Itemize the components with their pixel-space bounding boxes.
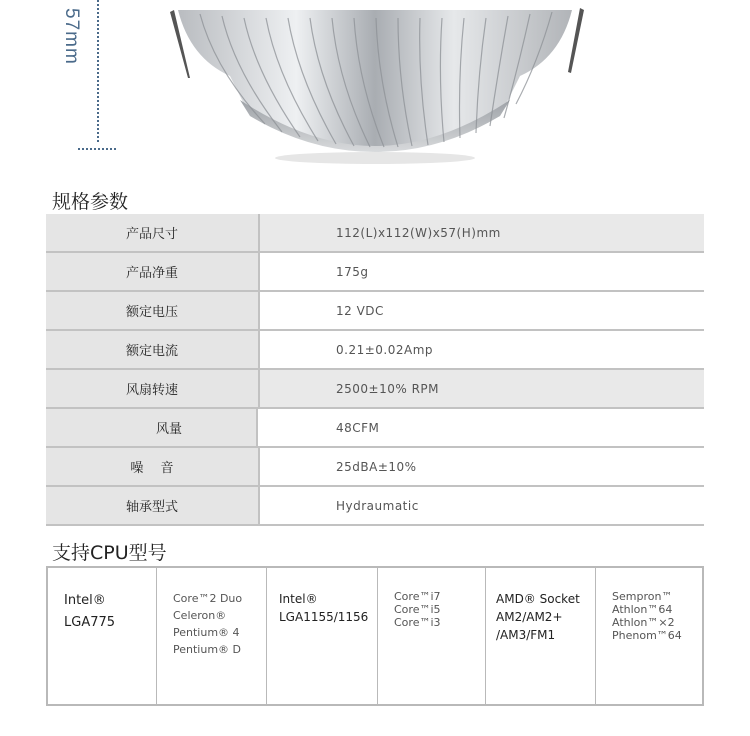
cpu-line: Core™i5: [394, 603, 441, 616]
cpu-support-table: [46, 566, 704, 706]
spec-value: Hydraumatic: [260, 487, 704, 524]
cpu-line: Sempron™: [612, 590, 673, 603]
heatsink-image: [160, 0, 590, 170]
spec-value: 12 VDC: [260, 292, 704, 329]
cpu-line: Pentium® 4: [173, 626, 240, 639]
spec-row: [46, 487, 704, 524]
spec-label: 风扇转速: [46, 370, 260, 407]
spec-value: 2500±10% RPM: [260, 370, 704, 407]
cpu-line: Core™i3: [394, 616, 441, 629]
cpu-line: Core™i7: [394, 590, 441, 603]
spec-value: 25dBA±10%: [260, 448, 704, 485]
dimension-line-horizontal: [78, 148, 116, 150]
spec-row: [46, 253, 704, 290]
cpu-line: AM2/AM2+: [496, 610, 563, 624]
cpu-line: Athlon™×2: [612, 616, 675, 629]
cpu-column: [157, 568, 267, 704]
cpu-column: [486, 568, 596, 704]
spec-row: [46, 409, 704, 446]
cpu-line: Celeron®: [173, 609, 227, 622]
cpu-column: [596, 568, 702, 704]
spec-row: [46, 448, 704, 485]
product-photo: [0, 0, 750, 175]
cpu-line: Core™2 Duo: [173, 592, 243, 605]
dimension-line-vertical: [97, 0, 99, 142]
cpu-title: 支持CPU型号: [52, 542, 167, 564]
spec-value: 175g: [260, 253, 704, 290]
spec-row: [46, 370, 704, 407]
spec-label: 额定电流: [46, 331, 260, 368]
spec-label: 额定电压: [46, 292, 260, 329]
dimension-label: 57mm: [61, 8, 82, 65]
spec-value: 112(L)x112(W)x57(H)mm: [260, 214, 704, 251]
cpu-line: Intel®: [279, 592, 318, 606]
cpu-column: [378, 568, 486, 704]
cpu-line: Pentium® D: [173, 643, 242, 656]
cpu-column: [48, 568, 157, 704]
spec-label: 风量: [46, 409, 258, 446]
spec-label: 产品尺寸: [46, 214, 260, 251]
spec-value: 48CFM: [260, 409, 704, 446]
spec-row: [46, 292, 704, 329]
spec-value: 0.21±0.02Amp: [260, 331, 704, 368]
spec-label: 轴承型式: [46, 487, 260, 524]
cpu-line: Athlon™64: [612, 603, 673, 616]
cpu-line: /AM3/FM1: [496, 628, 556, 642]
spec-label: 噪 音: [46, 448, 260, 485]
spec-row: [46, 214, 704, 251]
specs-title: 规格参数: [52, 191, 129, 213]
spec-row: [46, 331, 704, 368]
cpu-line: AMD® Socket: [496, 592, 580, 606]
spec-label: 产品净重: [46, 253, 260, 290]
cpu-column: [267, 568, 378, 704]
cpu-line: LGA1155/1156: [279, 610, 369, 624]
cpu-line: Intel®: [64, 593, 106, 608]
cpu-line: Phenom™64: [612, 629, 682, 642]
cpu-line: LGA775: [64, 615, 116, 630]
